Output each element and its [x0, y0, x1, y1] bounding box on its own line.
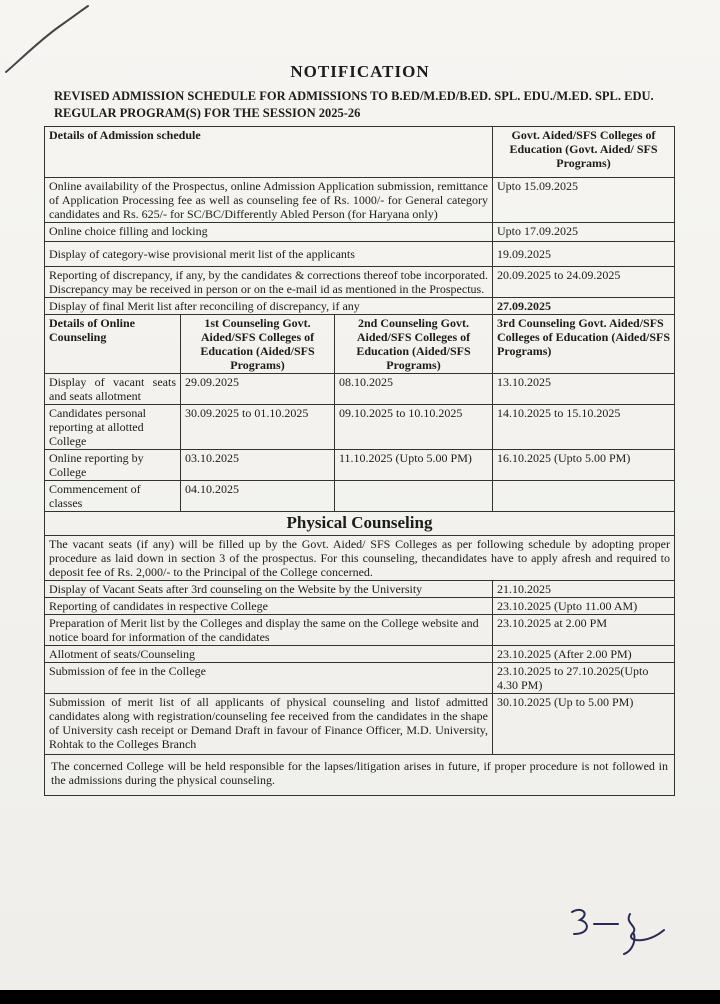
schedule-row [45, 223, 675, 242]
counseling-row-label: Display of vacant seats and seats allotment [45, 374, 181, 405]
schedule-row-date: Upto 17.09.2025 [493, 223, 675, 242]
schedule-row-desc: Display of category-wise provisional merit list of the applicants [45, 242, 493, 267]
schedule-row-date: 20.09.2025 to 24.09.2025 [493, 267, 675, 298]
counseling-second-date [335, 481, 493, 512]
schedule-row-desc: Display of final Merit list after reconciling of discrepancy, if any [45, 298, 493, 315]
physical-intro-row [45, 536, 675, 581]
physical-row [45, 663, 675, 694]
physical-row-desc: Submission of merit list of all applicants of physical counseling and listof admitted candidates along with registration/counseling fee received from the candidates in the shape of University cash receipt or Demand Draft in favour of Finance Officer, M.D. University, Rohtak to the Colleges Branch [45, 694, 493, 755]
physical-row [45, 581, 675, 598]
physical-row-desc: Reporting of candidates in respective College [45, 598, 493, 615]
counseling-second-date: 11.10.2025 (Upto 5.00 PM) [335, 450, 493, 481]
counseling-row-label: Commencement of classes [45, 481, 181, 512]
physical-row-desc: Allotment of seats/Counseling [45, 646, 493, 663]
physical-row-desc: Submission of fee in the College [45, 663, 493, 694]
schedule-row-desc: Online choice filling and locking [45, 223, 493, 242]
physical-counseling-heading: Physical Counseling [45, 512, 675, 536]
bottom-black-bar [0, 990, 720, 1004]
counseling-third-date: 14.10.2025 to 15.10.2025 [493, 405, 675, 450]
schedule-row [45, 298, 675, 315]
first-counseling-header: 1st Counseling Govt. Aided/SFS Colleges of Education (Aided/SFS Programs) [181, 315, 335, 374]
schedule-row [45, 242, 675, 267]
physical-heading-row [45, 512, 675, 536]
schedule-row-desc: Reporting of discrepancy, if any, by the candidates & corrections thereof tobe incorporated. Discrepancy may be received in person or on the e-mail id as mentioned in the Prospectus. [45, 267, 493, 298]
counseling-first-date: 04.10.2025 [181, 481, 335, 512]
counseling-row [45, 405, 675, 450]
handwritten-signature [560, 900, 680, 960]
footer-note-row [45, 755, 675, 796]
physical-row-date: 23.10.2025 (After 2.00 PM) [493, 646, 675, 663]
counseling-row [45, 481, 675, 512]
counseling-row-label: Online reporting by College [45, 450, 181, 481]
physical-row [45, 598, 675, 615]
physical-row [45, 646, 675, 663]
physical-row-date: 21.10.2025 [493, 581, 675, 598]
schedule-row-date: 19.09.2025 [493, 242, 675, 267]
counseling-row-label: Candidates personal reporting at allotted College [45, 405, 181, 450]
physical-row-date: 23.10.2025 to 27.10.2025(Upto 4.30 PM) [493, 663, 675, 694]
third-counseling-header: 3rd Counseling Govt. Aided/SFS Colleges of Education (Aided/SFS Programs) [493, 315, 675, 374]
admission-schedule-table [44, 126, 675, 796]
physical-row-desc: Display of Vacant Seats after 3rd counseling on the Website by the University [45, 581, 493, 598]
schedule-row [45, 267, 675, 298]
counseling-row [45, 374, 675, 405]
counseling-first-date: 29.09.2025 [181, 374, 335, 405]
notification-subtitle: REVISED ADMISSION SCHEDULE FOR ADMISSIONS TO B.ED/M.ED/B.ED. SPL. EDU./M.ED. SPL. EDU. REGULAR PROGRAM(S) FOR THE SESSION 2025-26 [54, 89, 654, 120]
counseling-third-date: 16.10.2025 (Upto 5.00 PM) [493, 450, 675, 481]
notification-title: NOTIFICATION [290, 62, 430, 81]
schedule-header-row [45, 127, 675, 178]
schedule-row [45, 178, 675, 223]
counseling-first-date: 03.10.2025 [181, 450, 335, 481]
counseling-third-date: 13.10.2025 [493, 374, 675, 405]
second-counseling-header: 2nd Counseling Govt. Aided/SFS Colleges of Education (Aided/SFS Programs) [335, 315, 493, 374]
schedule-header-left: Details of Admission schedule [45, 127, 493, 178]
counseling-first-date: 30.09.2025 to 01.10.2025 [181, 405, 335, 450]
counseling-header-row [45, 315, 675, 374]
physical-row-date: 23.10.2025 at 2.00 PM [493, 615, 675, 646]
counseling-second-date: 08.10.2025 [335, 374, 493, 405]
physical-row-desc: Preparation of Merit list by the Colleges and display the same on the College website and notice board for information of the candidates [45, 615, 493, 646]
footer-note: The concerned College will be held responsible for the lapses/litigation arises in future, if proper procedure is not followed in the admissions during the physical counseling. [45, 755, 675, 796]
physical-row [45, 694, 675, 755]
counseling-third-date [493, 481, 675, 512]
counseling-second-date: 09.10.2025 to 10.10.2025 [335, 405, 493, 450]
schedule-header-right: Govt. Aided/SFS Colleges of Education (Govt. Aided/ SFS Programs) [493, 127, 675, 178]
schedule-row-date: Upto 15.09.2025 [493, 178, 675, 223]
counseling-header-label: Details of Online Counseling [45, 315, 181, 374]
physical-intro-text: The vacant seats (if any) will be filled up by the Govt. Aided/ SFS Colleges as per following schedule by adopting proper procedure as laid down in section 3 of the prospectus. For this counseling, thecandidates have to apply afresh and required to deposit fee of Rs. 2,000/- to the Principal of the College concerned. [45, 536, 675, 581]
physical-row-date: 23.10.2025 (Upto 11.00 AM) [493, 598, 675, 615]
physical-row [45, 615, 675, 646]
schedule-row-date: 27.09.2025 [493, 298, 675, 315]
counseling-row [45, 450, 675, 481]
schedule-row-desc: Online availability of the Prospectus, online Admission Application submission, remittance of Application Processing fee as well as counseling fee of Rs. 1000/- for General category candidates and Rs. 625/- for SC/BC/Differently Abled Person (for Haryana only) [45, 178, 493, 223]
physical-row-date: 30.10.2025 (Up to 5.00 PM) [493, 694, 675, 755]
